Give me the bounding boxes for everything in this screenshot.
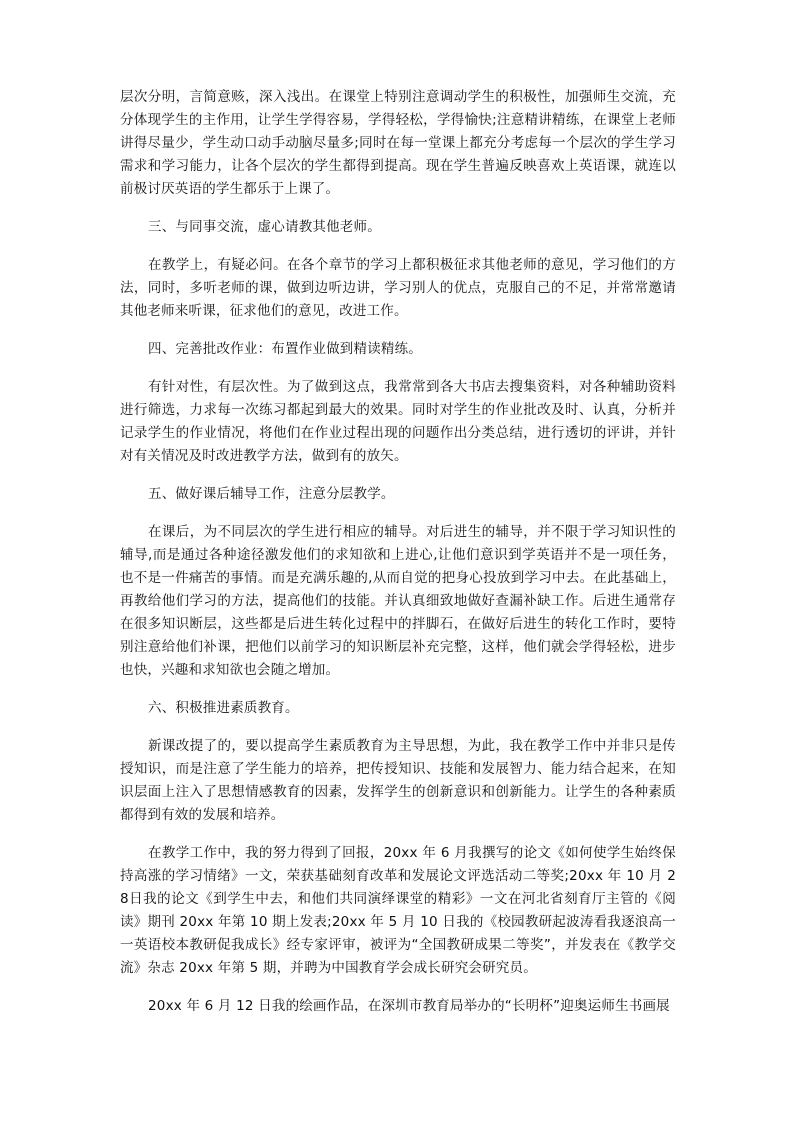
section-heading-3: 三、与同事交流，虚心请教其他老师。 [148,219,381,235]
paragraph-colleague-exchange: 在教学上，有疑必问。在各个章节的学习上都积极征求其他老师的意见，学习他们的方法，同时，多听老师的课，做到边听边讲，学习别人的优点，克服自己的不足，并常常邀请其他老师来听课，征求他们的意见，改进工作。 [120,257,676,319]
paragraph-tutoring: 在课后，为不同层次的学生进行相应的辅导。对后进生的辅导，并不限于学习知识性的辅导,而是通过各种途径激发他们的求知欲和上进心,让他们意识到学英语并不是一项任务，也不是一件痛苦的事情。而是充满乐趣的,从而自觉的把身心投放到学习中去。在此基础上，再教给他们学习的方法，提高他们的技能。并认真细致地做好查漏补缺工作。后进生通常存在很多知识断层，这些都是后进生转化过程中的拌脚石，在做好后进生的转化工作时，要特别注意给他们补课，把他们以前学习的知识断层补充完整，这样，他们就会学得轻松，进步也快，兴趣和求知欲也会随之增加。 [120,524,676,678]
section-heading-6: 六、积极推进素质教育。 [148,700,299,716]
document-page [120,86,676,1018]
paragraph-teaching-method: 层次分明，言简意赅，深入浅出。在课堂上特别注意调动学生的积极性，加强师生交流，充分体现学生的主作用，让学生学得容易，学得轻松，学得愉快;注意精讲精练，在课堂上老师讲得尽量少，学生动口动手动脑尽量多;同时在每一堂课上都充分考虑每一个层次的学生学习需求和学习能力，让各个层次的学生都得到提高。现在学生普遍反映喜欢上英语课，就连以前极讨厌英语的学生都乐于上课了。 [120,89,676,197]
paragraph-painting: 20xx 年 6 月 12 日我的绘画作品，在深圳市教育局举办的“长明杯”迎奥运师生书画展 [148,998,670,1014]
paragraph-homework: 有针对性，有层次性。为了做到这点，我常常到各大书店去搜集资料，对各种辅助资料进行筛选，力求每一次练习都起到最大的效果。同时对学生的作业批改及时、认真，分析并记录学生的作业情况，将他们在作业过程出现的问题作出分类总结，进行透切的评讲，并针对有关情况及时改进教学方法，做到有的放矢。 [120,379,676,464]
paragraph-achievements: 在教学工作中，我的努力得到了回报，20xx 年 6 月我撰写的论文《如何使学生始终保持高涨的学习情绪》一文，荣获基础刻育改革和发展论文评选活动二等奖;20xx 年 10 月 28日我的论文《到学生中去，和他们共同演绎课堂的精彩》一文在河北省刻育厅主管的《阅读》期刊 20xx 年第 10 期上发表;20xx 年 5 月 10 日我的《校园教研起波涛看我逐浪高一一英语校本教研促我成长》经专家评审，被评为“全国教研成果二等奖”，并发表在《教学交流》杂志 20xx 年第 5 期，并聘为中国教育学会成长研究会研究员。 [120,845,676,976]
section-heading-5: 五、做好课后辅导工作，注意分层教学。 [148,486,395,502]
paragraph-quality-education: 新课改提了的，要以提高学生素质教育为主导思想，为此，我在教学工作中并非只是传授知识，而是注意了学生能力的培养，把传授知识、技能和发展智力、能力结合起来，在知识层面上注入了思想情感教育的因素，发挥学生的创新意识和创新能力。让学生的各种素质都得到有效的发展和培养。 [120,738,676,823]
section-heading-4: 四、完善批改作业：布置作业做到精读精练。 [148,341,422,357]
